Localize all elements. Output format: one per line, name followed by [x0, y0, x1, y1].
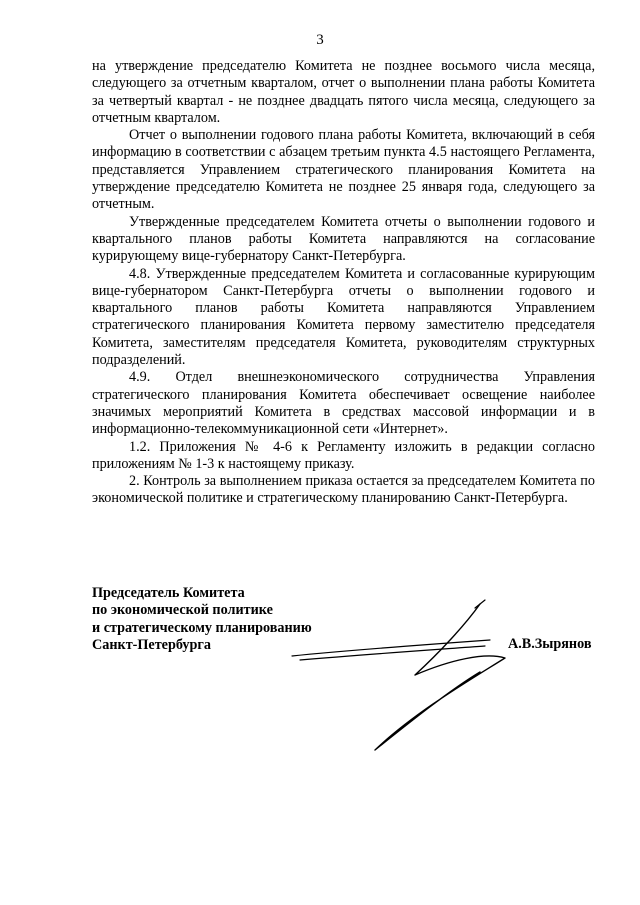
paragraph: Утвержденные председателем Комитета отчеты о выполнении годового и квартального планов работы Комитета направляются на согласование курирующему вице-губернатору Санкт-Петербурга. [92, 213, 595, 265]
signer-title-line: Председатель Комитета [92, 585, 245, 601]
handwritten-signature [280, 590, 520, 760]
paragraph: 1.2. Приложения № 4-6 к Регламенту изложить в редакции согласно приложениям № 1-3 к настоящему приказу. [92, 438, 595, 472]
paragraph: 2. Контроль за выполнением приказа остается за председателем Комитета по экономической политике и стратегическому планированию Санкт-Петербурга. [92, 473, 595, 507]
paragraph: Отчет о выполнении годового плана работы Комитета, включающий в себя информацию в соответствии с абзацем третьим пункта 4.5 настоящего Регламента, представляется Управлением стратегического планирования Комитета на утверждение председателю Комитета не позднее 25 января года, следующего за отчетным. [92, 127, 595, 213]
signer-name: А.В.Зырянов [508, 636, 592, 652]
paragraph: 4.9. Отдел внешнеэкономического сотрудничества Управления стратегического планирования Комитета обеспечивает освещение наиболее значимых мероприятий Комитета в средствах массовой информации и в информационно-телекоммуникационной сети «Интернет». [92, 369, 595, 438]
page-number: 3 [316, 32, 324, 48]
signer-title-line: и стратегическому планированию [92, 619, 312, 636]
paragraph: 4.8. Утвержденные председателем Комитета и согласованные курирующим вице-губернатором Санкт-Петербурга отчеты о выполнении годового и квартального планов работы Комитета направляются Управлением стратегического планирования Комитета первому заместителю председателя Комитета, заместителям председателя Комитета, руководителям структурных подразделений. [92, 265, 595, 369]
document-body [92, 58, 595, 508]
signer-title-line: Санкт-Петербурга [92, 636, 211, 653]
signer-title-line: по экономической политике [92, 602, 273, 619]
paragraph: на утверждение председателю Комитета не позднее восьмого числа месяца, следующего за отчетным кварталом, отчет о выполнении плана работы Комитета за четвертый квартал - не позднее двадцать пятого числа месяца, следующего за отчетным кварталом. [92, 58, 595, 126]
